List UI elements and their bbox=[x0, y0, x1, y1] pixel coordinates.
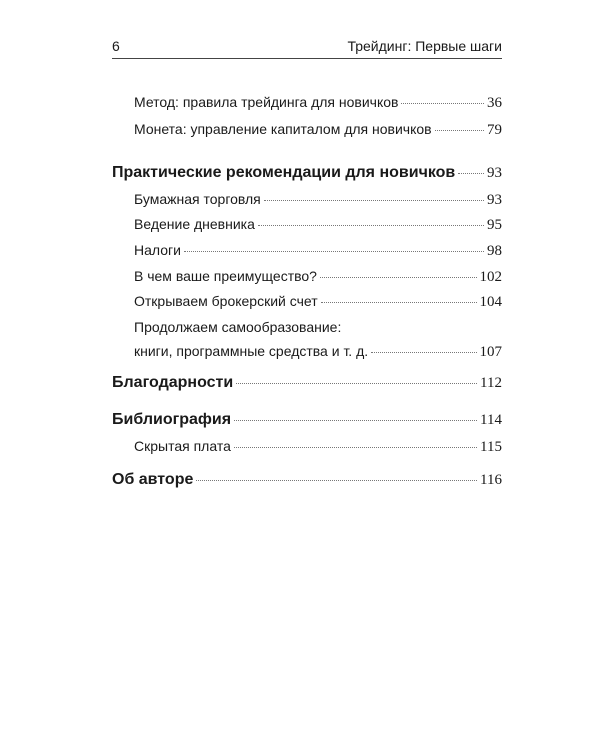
toc-entry-title: Скрытая плата bbox=[134, 438, 231, 454]
toc-entry-page: 115 bbox=[480, 439, 502, 455]
dot-leader bbox=[234, 420, 477, 421]
toc-entry[interactable] bbox=[134, 268, 502, 286]
page-number: 6 bbox=[112, 38, 120, 54]
dot-leader bbox=[321, 302, 477, 303]
toc-entry[interactable] bbox=[134, 293, 502, 311]
toc-entry-page: 104 bbox=[479, 294, 502, 310]
toc-entry-page: 36 bbox=[487, 95, 502, 111]
toc-chapter-title: Об авторе bbox=[112, 471, 194, 488]
toc-chapter-page: 114 bbox=[480, 412, 502, 428]
toc-chapter[interactable] bbox=[112, 471, 502, 489]
toc-entry-title: Бумажная торговля bbox=[134, 191, 261, 207]
table-of-contents bbox=[112, 0, 502, 750]
toc-entry[interactable] bbox=[134, 242, 502, 260]
toc-entry-title: Метод: правила трейдинга для новичков bbox=[134, 94, 399, 110]
toc-chapter-page: 116 bbox=[480, 472, 502, 488]
toc-entry-page: 95 bbox=[487, 217, 502, 233]
toc-entry-title: В чем ваше преимущество? bbox=[134, 268, 317, 284]
dot-leader bbox=[371, 352, 476, 353]
dot-leader bbox=[184, 251, 484, 252]
toc-entry-line1 bbox=[134, 319, 502, 335]
dot-leader bbox=[236, 383, 477, 384]
toc-chapter-title: Библиография bbox=[112, 411, 232, 428]
dot-leader bbox=[458, 173, 484, 174]
toc-chapter-page: 93 bbox=[487, 165, 502, 181]
dot-leader bbox=[435, 130, 484, 131]
dot-leader bbox=[401, 103, 484, 104]
toc-entry[interactable] bbox=[134, 121, 502, 139]
toc-entry-title: Открываем брокерский счет bbox=[134, 293, 318, 309]
toc-chapter-title: Благодарности bbox=[112, 374, 234, 391]
toc-entry[interactable] bbox=[134, 216, 502, 234]
toc-entry-page: 98 bbox=[487, 243, 502, 259]
toc-entry-title: Ведение дневника bbox=[134, 216, 255, 232]
dot-leader bbox=[264, 200, 484, 201]
toc-chapter-page: 112 bbox=[480, 375, 502, 391]
toc-chapter[interactable] bbox=[112, 374, 502, 392]
toc-entry-page: 93 bbox=[487, 192, 502, 208]
toc-chapter[interactable] bbox=[112, 164, 502, 182]
dot-leader bbox=[320, 277, 477, 278]
toc-entry-page: 79 bbox=[487, 122, 502, 138]
toc-entry-title: Налоги bbox=[134, 242, 181, 258]
running-title: Трейдинг: Первые шаги bbox=[347, 38, 502, 54]
toc-chapter-title: Практические рекомендации для новичков bbox=[112, 164, 456, 181]
toc-entry-page: 102 bbox=[479, 269, 502, 285]
toc-entry-page: 107 bbox=[479, 344, 502, 360]
toc-chapter[interactable] bbox=[112, 411, 502, 429]
toc-entry[interactable] bbox=[134, 438, 502, 456]
dot-leader bbox=[234, 447, 477, 448]
toc-entry[interactable] bbox=[134, 191, 502, 209]
dot-leader bbox=[196, 480, 477, 481]
toc-entry[interactable] bbox=[134, 94, 502, 112]
dot-leader bbox=[258, 225, 484, 226]
toc-entry-title-line1: Продолжаем самообразование: bbox=[134, 319, 342, 335]
toc-entry-title: книги, программные средства и т. д. bbox=[134, 343, 369, 359]
toc-entry[interactable] bbox=[134, 343, 502, 361]
toc-entry-title: Монета: управление капиталом для новичков bbox=[134, 121, 432, 137]
